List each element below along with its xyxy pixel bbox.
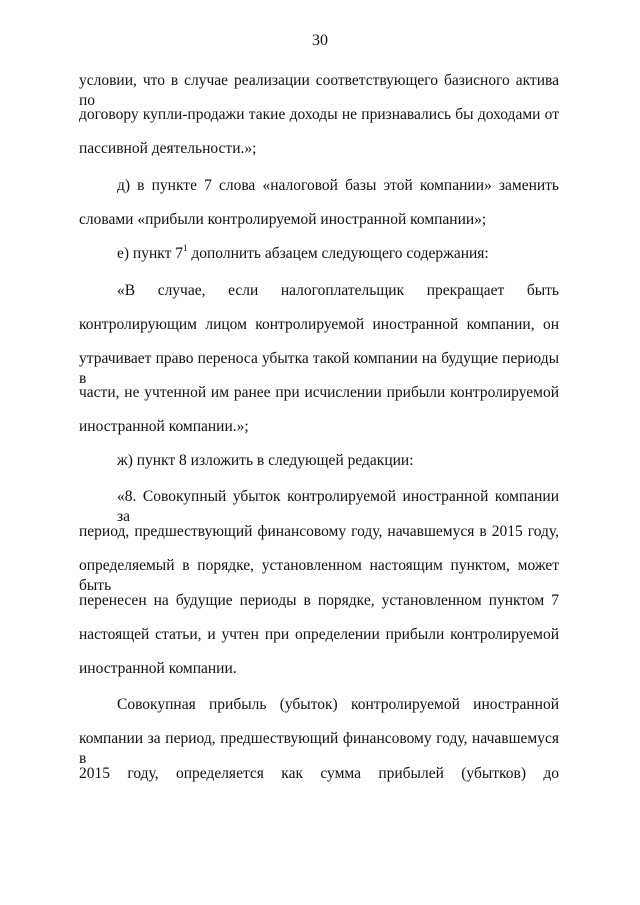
text-line: Совокупная прибыль (убыток) контролируемой иностранной bbox=[117, 696, 559, 713]
text-line: д) в пункте 7 слова «налоговой базы этой компании» заменить bbox=[117, 177, 559, 194]
text-line: ж) пункт 8 изложить в следующей редакции: bbox=[117, 452, 414, 469]
text-line: период, предшествующий финансовому году, начавшемуся в 2015 году, bbox=[79, 523, 559, 540]
text-line: контролирующим лицом контролируемой иностранной компании, он bbox=[79, 316, 559, 333]
text-line: части, не учтенной им ранее при исчислении прибыли контролируемой bbox=[79, 384, 559, 401]
text-line: 2015 году, определяется как сумма прибылей (убытков) до bbox=[79, 765, 559, 782]
superscript: 1 bbox=[182, 242, 188, 253]
text-line-part: дополнить абзацем следующего содержания: bbox=[187, 245, 489, 262]
text-line: пассивной деятельности.»; bbox=[79, 140, 257, 157]
text-line: настоящей статьи, и учтен при определении прибыли контролируемой bbox=[79, 626, 559, 643]
text-line bbox=[117, 244, 489, 264]
text-line: словами «прибыли контролируемой иностранной компании»; bbox=[79, 211, 487, 228]
text-line: иностранной компании.»; bbox=[79, 418, 249, 435]
text-line: «8. Совокупный убыток контролируемой иностранной компании за bbox=[117, 488, 559, 525]
text-line-part: е) пункт 7 bbox=[117, 245, 183, 262]
text-line: компании за период, предшествующий финансовому году, начавшемуся в bbox=[79, 730, 559, 767]
page-number: 30 bbox=[312, 32, 328, 49]
text-line: иностранной компании. bbox=[79, 660, 237, 677]
text-line: «В случае, если налогоплательщик прекращает быть bbox=[117, 282, 559, 299]
text-line: утрачивает право переноса убытка такой компании на будущие периоды в bbox=[79, 350, 559, 387]
text-line: определяемый в порядке, установленном настоящим пунктом, может быть bbox=[79, 557, 559, 594]
text-line: договору купли-продажи такие доходы не признавались бы доходами от bbox=[79, 106, 559, 123]
text-line: условии, что в случае реализации соответствующего базисного актива по bbox=[79, 72, 559, 109]
text-line: перенесен на будущие периоды в порядке, установленном пунктом 7 bbox=[79, 592, 559, 609]
